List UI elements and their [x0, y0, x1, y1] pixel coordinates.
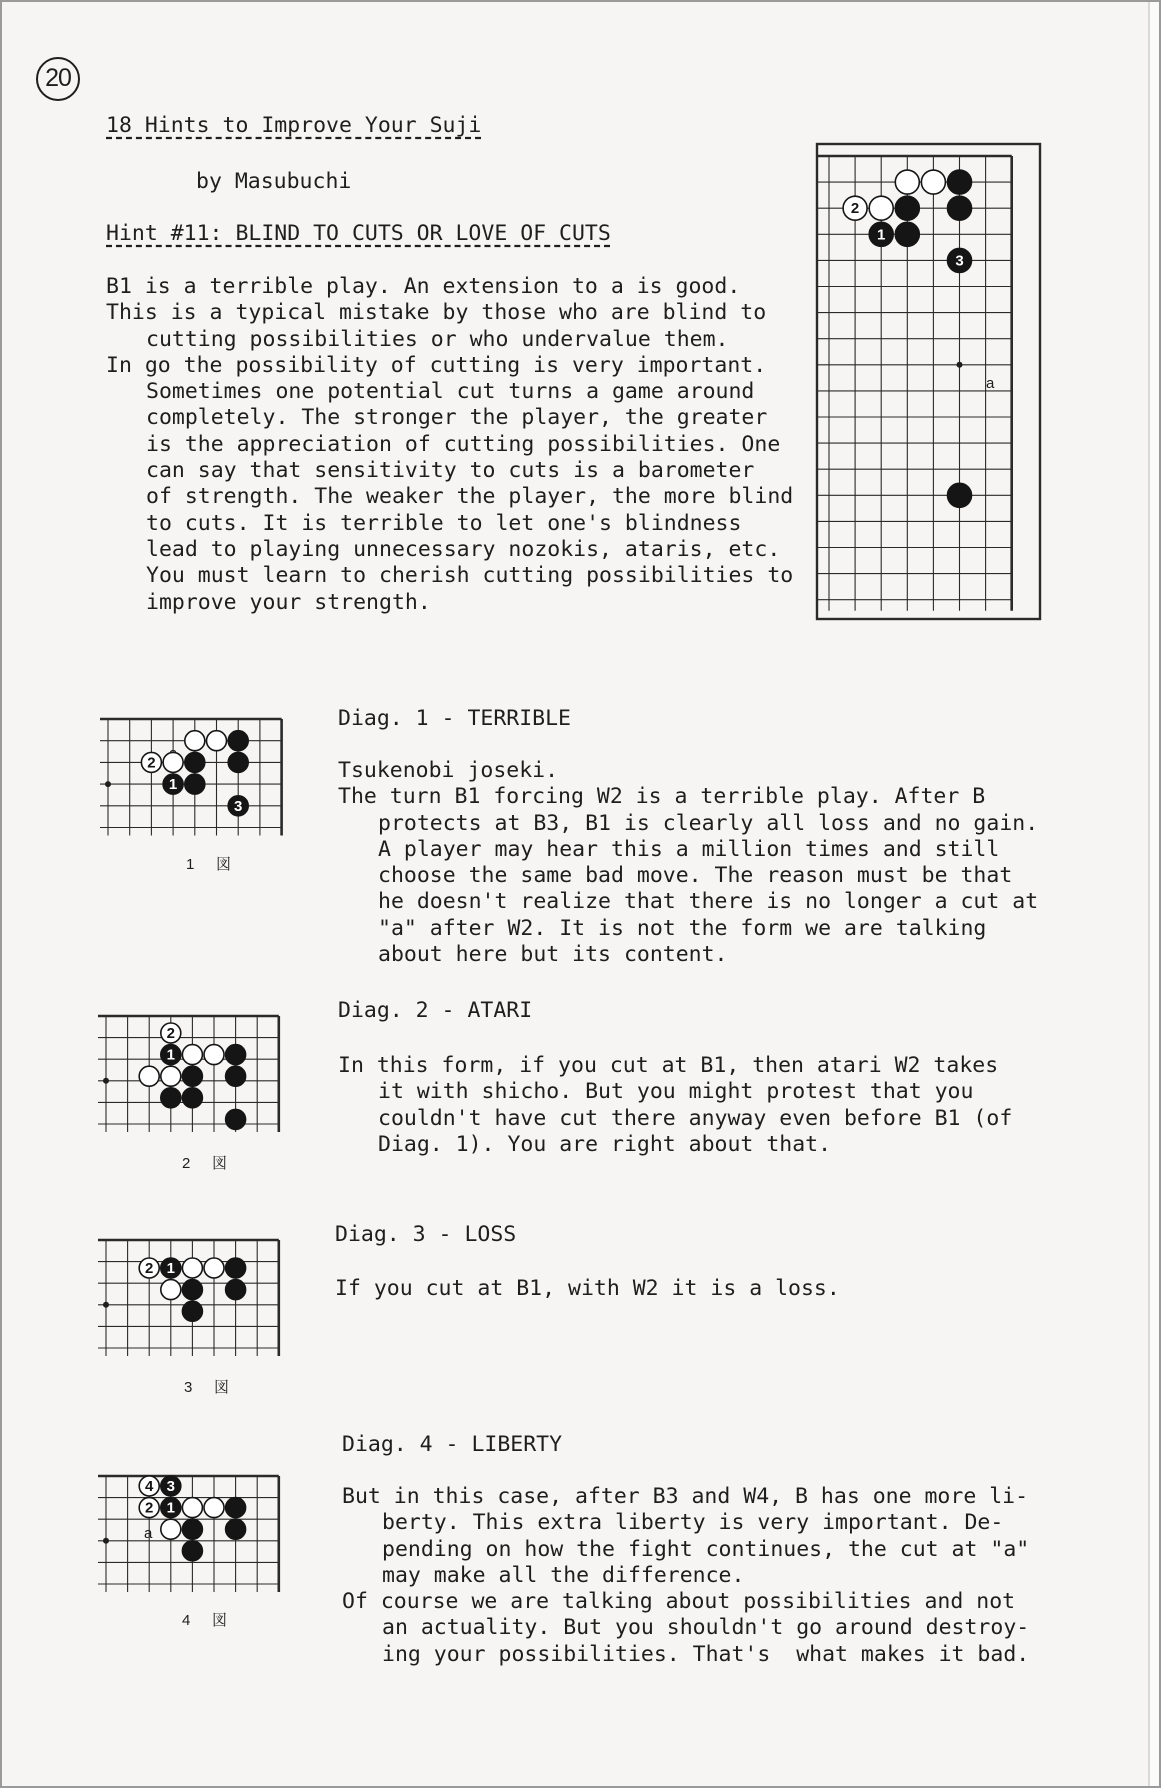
diagram-2-board	[96, 1004, 308, 1176]
diagram-caption-mark: 図	[212, 1155, 228, 1172]
black-stone	[895, 222, 919, 246]
diagram-caption-number: 4	[182, 1612, 191, 1629]
stone-number: 3	[234, 797, 243, 815]
star-point	[103, 1538, 109, 1544]
stone-number: 2	[850, 200, 860, 218]
hint-title: Hint #11: BLIND TO CUTS OR LOVE OF CUTS	[106, 221, 611, 246]
diagram-2-heading: Diag. 2 - ATARI	[338, 998, 533, 1023]
stone-number: 2	[145, 1499, 154, 1517]
white-stone	[139, 1498, 159, 1518]
byline: by Masubuchi	[196, 169, 352, 194]
black-stone	[161, 1476, 181, 1496]
stone-number: 3	[166, 1478, 175, 1495]
diagram-3-board	[96, 1228, 308, 1400]
white-stone	[182, 1498, 202, 1518]
white-stone	[161, 1519, 181, 1539]
stone-number: 2	[147, 754, 156, 772]
white-stone	[843, 196, 867, 220]
white-stone	[161, 1023, 181, 1043]
white-stone	[182, 1258, 202, 1278]
diagram-paragraph: But in this case, after B3 and W4, B has one more li- berty. This extra liberty is very important. De- pending on how the fight continues, the cut at "a" may make all the difference.	[342, 1484, 1030, 1588]
white-stone	[163, 752, 183, 772]
white-stone	[185, 731, 205, 751]
stone-number: 1	[166, 1046, 175, 1064]
diagram-3-text	[335, 1276, 1135, 1302]
diagram-4-text	[342, 1484, 1142, 1668]
black-stone	[161, 1258, 181, 1278]
black-stone	[226, 1498, 246, 1518]
diagram-2-text	[338, 1053, 1138, 1158]
diagram-caption-mark: 図	[214, 1379, 230, 1396]
black-stone	[869, 222, 893, 246]
black-stone	[948, 483, 972, 507]
page-edge	[1148, 0, 1161, 1788]
intro-paragraph: This is a typical mistake by those who are blind to cutting possibilities or who undervalue them.	[106, 300, 767, 352]
diagram-caption-number: 3	[184, 1379, 193, 1396]
black-stone	[948, 248, 972, 272]
white-stone	[139, 1066, 159, 1086]
diagram-1-text	[338, 758, 1138, 968]
black-stone	[948, 196, 972, 220]
black-stone	[185, 752, 205, 772]
white-stone	[895, 170, 919, 194]
star-point	[103, 1078, 109, 1084]
diagram-4-heading: Diag. 4 - LIBERTY	[342, 1432, 563, 1457]
diagram-paragraph: The turn B1 forcing W2 is a terrible play. After B protects at B3, B1 is clearly all loss and no gain. A player may hear this a million times and still choose the same bad move. The reason must be that he doesn't realize that there is no longer a cut at "a" after W2. It is not the form we are talking about here but its content.	[338, 784, 1039, 968]
page-number: 20	[36, 57, 80, 101]
diagram-3-heading: Diag. 3 - LOSS	[335, 1222, 517, 1247]
diagram-paragraph: Of course we are talking about possibilities and not an actuality. But you shouldn't go around destroy- ing your possibilities. That's what makes it bad.	[342, 1589, 1030, 1667]
stone-number: 2	[166, 1025, 175, 1042]
stone-number: 1	[166, 1260, 175, 1277]
diagram-4-board	[96, 1464, 308, 1636]
point-label-a: a	[986, 375, 995, 392]
black-stone	[895, 196, 919, 220]
stone-number: 1	[166, 1499, 175, 1517]
white-stone	[204, 1045, 224, 1065]
main-go-diagram	[816, 142, 1042, 626]
point-label-a: a	[144, 1525, 153, 1542]
diagram-1-heading: Diag. 1 - TERRIBLE	[338, 706, 571, 731]
intro-paragraph: B1 is a terrible play. An extension to a is good.	[106, 274, 741, 299]
white-stone	[869, 196, 893, 220]
black-stone	[161, 1498, 181, 1518]
black-stone	[182, 1301, 202, 1321]
black-stone	[948, 170, 972, 194]
black-stone	[161, 1088, 181, 1108]
star-point	[103, 1302, 109, 1308]
article-title: 18 Hints to Improve Your Suji	[106, 113, 482, 138]
black-stone	[226, 1045, 246, 1065]
black-stone	[226, 1066, 246, 1086]
white-stone	[207, 731, 227, 751]
black-stone	[182, 1066, 202, 1086]
diagram-paragraph: In this form, if you cut at B1, then atari W2 takes it with shicho. But you might protest that you couldn't have cut there anyway even before B1 (of Diag. 1). You are right about that.	[338, 1053, 1013, 1157]
diagram-caption-number: 2	[182, 1155, 191, 1172]
star-point	[105, 781, 111, 787]
white-stone	[139, 1476, 159, 1496]
diagram-paragraph: Tsukenobi joseki.	[338, 758, 559, 783]
stone-number: 1	[168, 776, 178, 794]
stone-number: 1	[877, 226, 886, 244]
stone-number: 4	[145, 1478, 154, 1495]
white-stone	[141, 752, 161, 772]
diagram-caption-mark: 図	[212, 1612, 228, 1629]
black-stone	[163, 774, 183, 794]
diagram-paragraph: If you cut at B1, with W2 it is a loss.	[335, 1276, 840, 1301]
white-stone	[204, 1498, 224, 1518]
star-point	[957, 362, 963, 368]
black-stone	[226, 1258, 246, 1278]
black-stone	[228, 731, 248, 751]
diagram-caption-number: 1	[186, 856, 195, 873]
black-stone	[182, 1519, 202, 1539]
black-stone	[161, 1045, 181, 1065]
white-stone	[161, 1280, 181, 1300]
black-stone	[228, 752, 248, 772]
white-stone	[921, 170, 945, 194]
white-stone	[182, 1045, 202, 1065]
black-stone	[185, 774, 205, 794]
white-stone	[161, 1066, 181, 1086]
intro-text	[106, 274, 826, 616]
stone-number: 2	[145, 1260, 154, 1277]
black-stone	[182, 1088, 202, 1108]
black-stone	[226, 1109, 246, 1129]
black-stone	[226, 1519, 246, 1539]
white-stone	[204, 1258, 224, 1278]
black-stone	[182, 1541, 202, 1561]
diagram-caption-mark: 図	[216, 856, 232, 873]
diagram-1-board	[98, 707, 310, 877]
intro-paragraph: In go the possibility of cutting is very important. Sometimes one potential cut turns a game around completely. The stronger the player, the greater is the appreciation of cutting possibilities. One can say that sensitivity to cuts is a barometer of strength. The weaker the player, the more blind to cuts. It is terrible to let one's blindness lead to playing unnecessary nozokis, ataris, etc. You must learn to cherish cutting possibilities to improve your strength.	[106, 352, 794, 615]
black-stone	[226, 1280, 246, 1300]
stone-number: 3	[955, 252, 964, 270]
black-stone	[182, 1280, 202, 1300]
stones-group	[139, 1258, 245, 1321]
black-stone	[228, 796, 248, 816]
white-stone	[139, 1258, 159, 1278]
